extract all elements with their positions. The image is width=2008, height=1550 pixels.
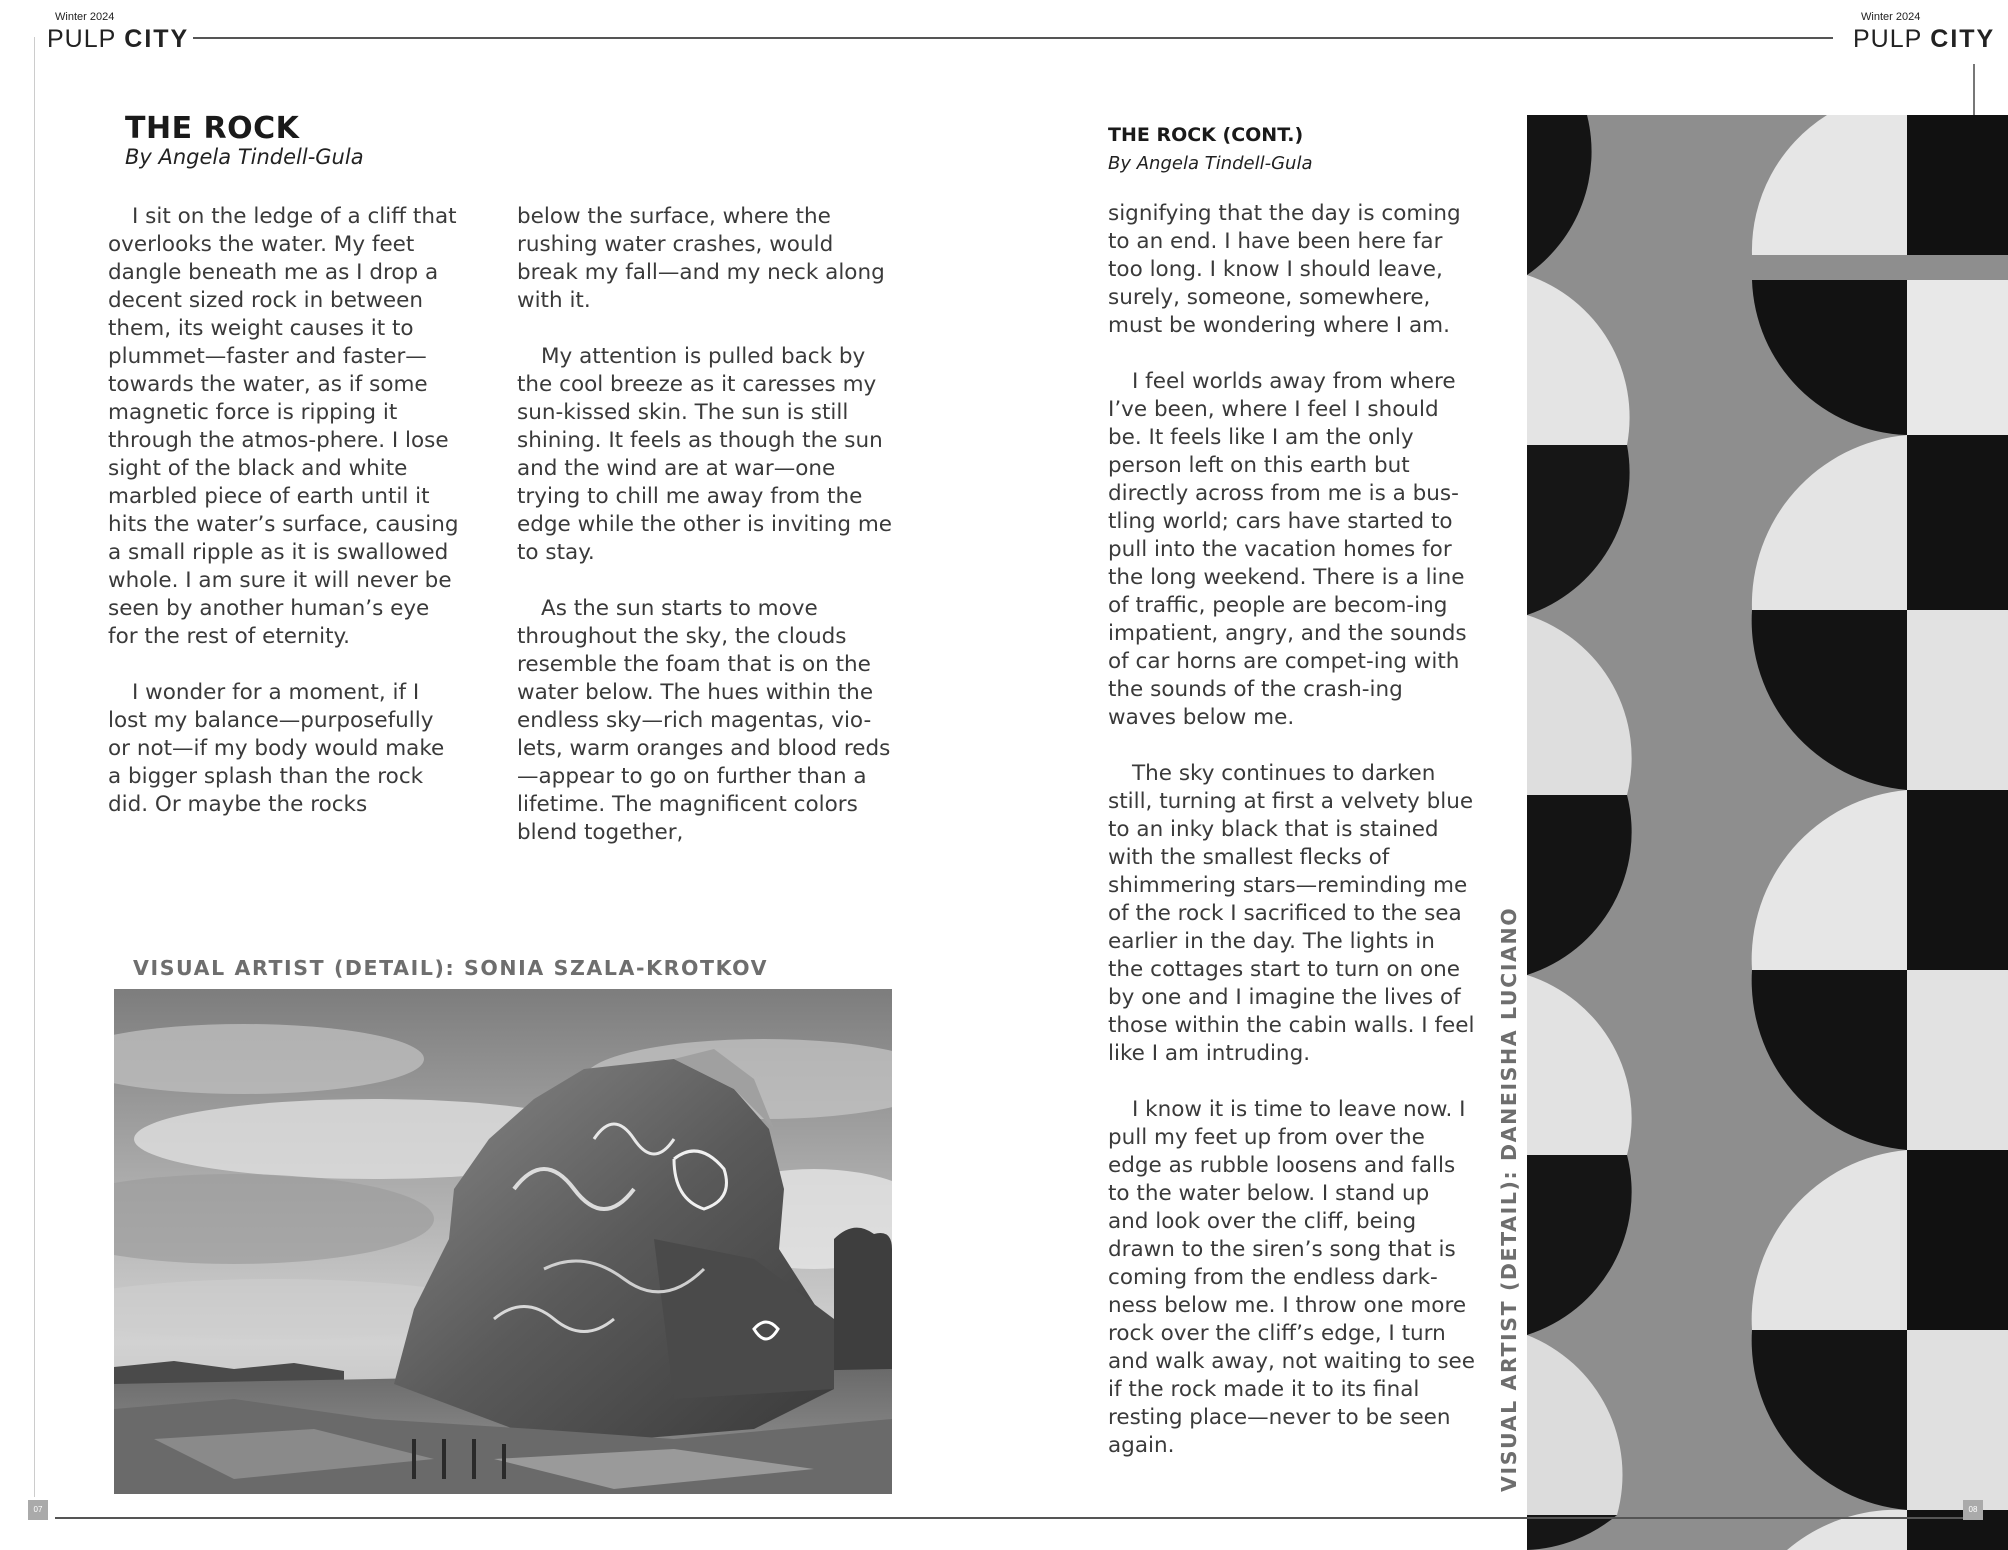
page-number-left: 07 — [28, 1500, 48, 1520]
article-title-cont: THE ROCK (CONT.) — [1108, 124, 1304, 146]
magazine-logo-right: PULP CITY — [1853, 25, 1996, 53]
article-title: THE ROCK — [125, 111, 300, 146]
article-column-2 — [517, 203, 895, 875]
paragraph: below the surface, where the rushing water crashes, would break my fall—and my neck along with it. — [517, 204, 885, 313]
issue-season-right: Winter 2024 — [1861, 11, 1921, 23]
paragraph: signifying that the day is coming to an end. I have been here far too long. I know I should leave, surely, someone, somewhere, must be wondering where I am. — [1108, 201, 1461, 338]
paragraph: I feel worlds away from where I’ve been, where I feel I should be. It feels like I am the only person left on this earth but directly across from me is a bus-tling world; cars have started to pull into the vacation homes for the long weekend. There is a line of traffic, people are becom-ing impatient, angry, and the sounds of car horns are compet-ing with the sounds of the crash-ing waves below me. — [1108, 369, 1467, 730]
article-column-3 — [1108, 200, 1476, 1488]
issue-season-left: Winter 2024 — [55, 11, 115, 23]
rock-photo — [114, 989, 892, 1494]
page-number-right: 08 — [1963, 1500, 1983, 1520]
art-credit-vertical: VISUAL ARTIST (DETAIL): DANEISHA LUCIANO — [1497, 906, 1521, 1492]
article-byline: By Angela Tindell-Gula — [125, 145, 364, 169]
magazine-logo-left: PULP CITY — [47, 25, 190, 53]
paragraph: I know it is time to leave now. I pull my feet up from over the edge as rubble loosens and falls to the water below. I stand up and look over the cliff, being drawn to the siren’s song that is coming from the endless dark-ness below me. I throw one more rock over the cliff’s edge, I turn and walk away, not waiting to see if the rock made it to its final resting place—never to be seen again. — [1108, 1097, 1475, 1458]
paragraph: As the sun starts to move throughout the sky, the clouds resemble the foam that is on the water below. The hues within the endless sky—rich magentas, vio-lets, warm oranges and blood reds—appear to go on further than a lifetime. The magnificent colors blend together, — [517, 596, 891, 845]
paragraph: My attention is pulled back by the cool breeze as it caresses my sun-kissed skin. The sun is still shining. It feels as though the sun and the wind are at war—one trying to chill me away from the edge while the other is inviting me to stay. — [517, 344, 893, 565]
article-column-1 — [108, 203, 460, 847]
photo-credit: VISUAL ARTIST (DETAIL): SONIA SZALA-KROTKOV — [133, 956, 769, 980]
left-margin-rule — [34, 37, 35, 1497]
paragraph: The sky continues to darken still, turning at first a velvety blue to an inky black that is stained with the smallest flecks of shimmering stars—reminding me of the rock I sacrificed to the sea earlier in the day. The lights in the cottages start to turn on one by one and I imagine the lives of those within the cabin walls. I feel like I am intruding. — [1108, 761, 1475, 1066]
paragraph: I sit on the ledge of a cliff that overlooks the water. My feet dangle beneath me as I drop a decent sized rock in between them, its weight causes it to plummet—faster and faster— towards the water, as if some magnetic force is ripping it through the atmos-phere. I lose sight of the black and white marbled piece of earth until it hits the water’s surface, causing a small ripple as it is swallowed whole. I am sure it will never be seen by another human’s eye for the rest of eternity. — [108, 204, 459, 649]
abstract-painting — [1527, 115, 2008, 1550]
article-byline-cont: By Angela Tindell-Gula — [1108, 153, 1313, 174]
paragraph: I wonder for a moment, if I lost my balance—purposefully or not—if my body would make a bigger splash than the rock did. Or maybe the rocks — [108, 680, 445, 817]
header-rule — [193, 37, 1833, 39]
footer-rule — [55, 1517, 1973, 1519]
